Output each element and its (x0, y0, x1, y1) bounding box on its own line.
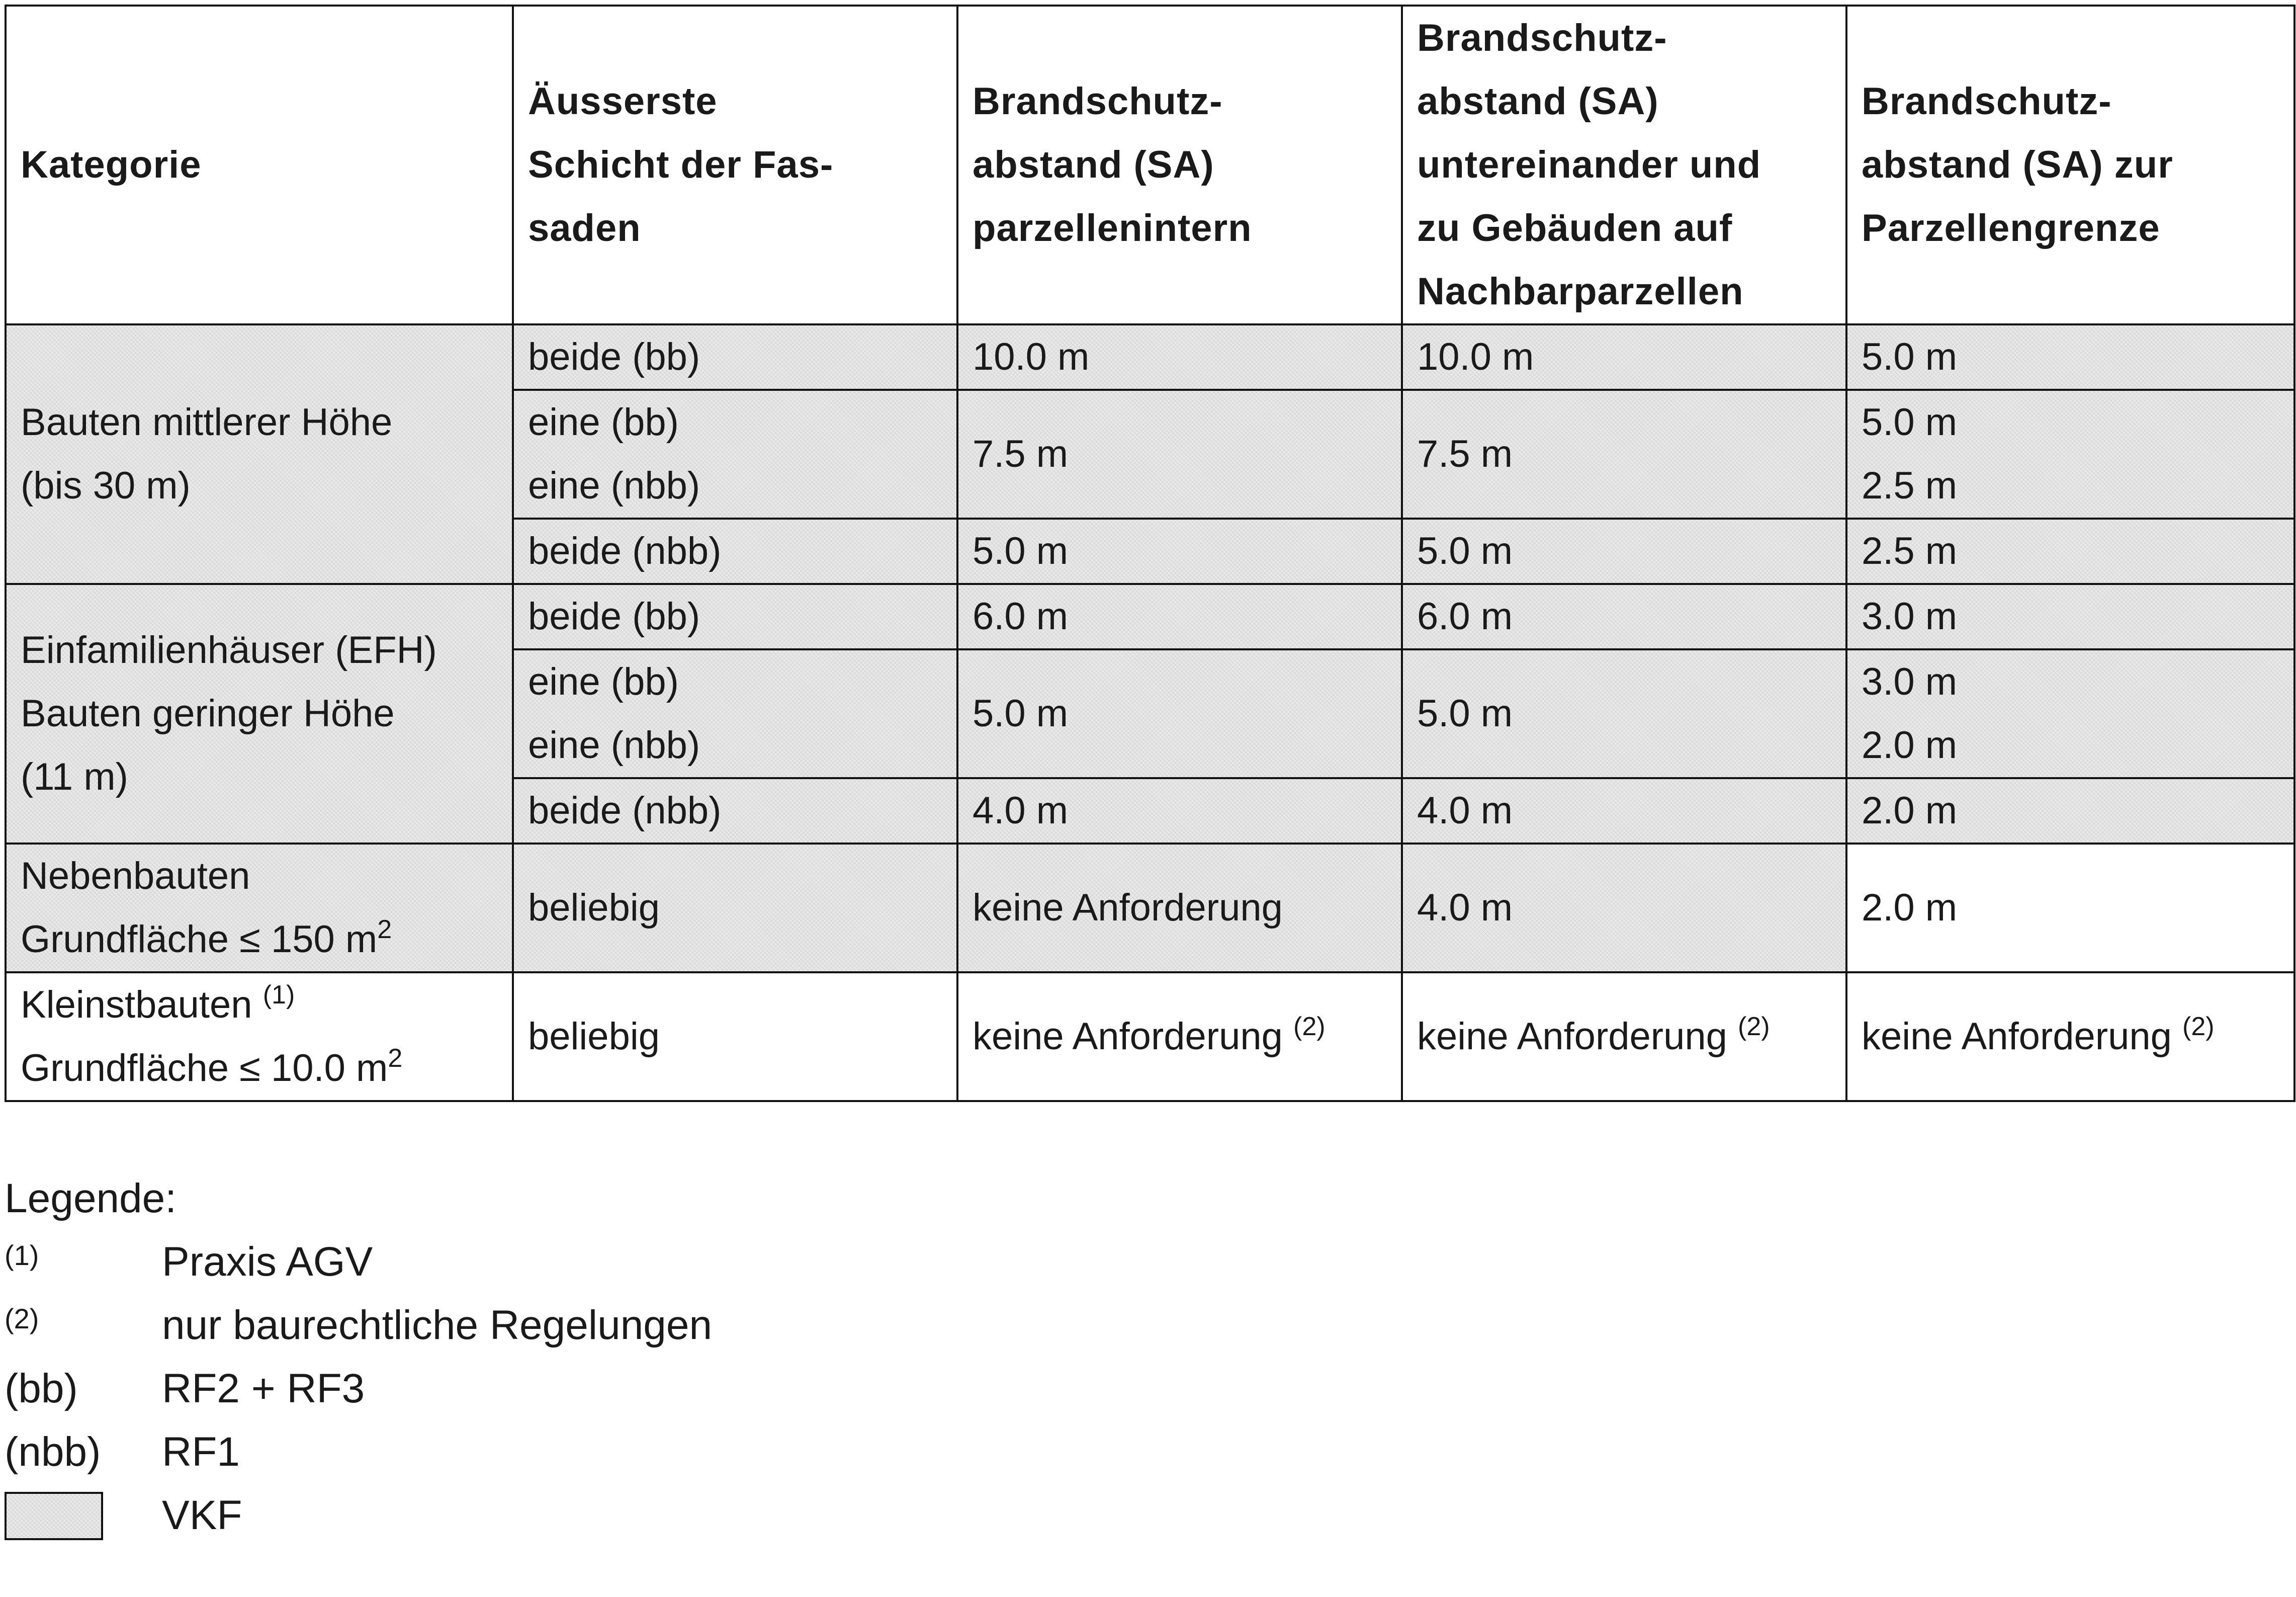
sa-grenze-cell: keine Anforderung $^{(2)}$ (1846, 972, 2294, 1101)
legend-item (5, 1484, 242, 1547)
sa-intern-cell: keine Anforderung $^{(2)}$ (957, 972, 1402, 1101)
legend-value: RF1 (162, 1429, 240, 1475)
sa-intern-cell: 7.5 m (957, 390, 1402, 519)
sa-nachbar-cell: 5.0 m (1402, 649, 1846, 778)
sa-nachbar-cell: 4.0 m (1402, 844, 1846, 972)
sa-nachbar-cell: 5.0 m (1402, 519, 1846, 584)
category-cell: Einfamilienhäuser (EFH) Bauten geringer Höhe (11 m) (6, 584, 513, 844)
sa-grenze-cell: 3.0 m (1846, 584, 2294, 649)
legend-value: Praxis AGV (162, 1239, 373, 1285)
legend (5, 1167, 713, 1547)
legend-value: RF2 + RF3 (162, 1366, 365, 1411)
legend-value: nur baurechtliche Regelungen (162, 1302, 713, 1348)
table-row (6, 584, 2294, 649)
sa-intern-cell: 5.0 m (957, 649, 1402, 778)
category-cell: Bauten mittlerer Höhe (bis 30 m) (6, 324, 513, 584)
header-kategorie: Kategorie (6, 6, 513, 324)
sa-grenze-cell: 2.0 m (1846, 778, 2294, 844)
sa-intern-cell: 10.0 m (957, 324, 1402, 390)
legend-key: (nbb) (5, 1429, 101, 1475)
header-sa-intern: Brandschutz- abstand (SA) parzellenintern (957, 6, 1402, 324)
sa-nachbar-cell: 10.0 m (1402, 324, 1846, 390)
sa-grenze-cell: 2.5 m (1846, 519, 2294, 584)
legend-item (5, 1357, 365, 1420)
sa-nachbar-cell: 6.0 m (1402, 584, 1846, 649)
sa-grenze-cell: 5.0 m 2.5 m (1846, 390, 2294, 519)
legend-item (5, 1294, 713, 1357)
header-row (6, 6, 2294, 324)
sa-grenze-cell: 5.0 m (1846, 324, 2294, 390)
table-row (6, 324, 2294, 390)
legend-item (5, 1420, 240, 1484)
sa-intern-cell: 6.0 m (957, 584, 1402, 649)
schicht-cell: beide (bb) (513, 324, 957, 390)
legend-item (5, 1230, 373, 1294)
sa-intern-cell: 4.0 m (957, 778, 1402, 844)
schicht-cell: beide (nbb) (513, 778, 957, 844)
legend-value: VKF (162, 1492, 242, 1538)
legend-title: Legende: (5, 1175, 177, 1221)
category-cell: Nebenbauten Grundfläche ≤ 150 $m^2$ (6, 844, 513, 972)
schicht-cell: eine (bb) eine (nbb) (513, 649, 957, 778)
header-sa-nachbar: Brandschutz- abstand (SA) untereinander und zu Gebäuden auf Nachbarparzellen (1402, 6, 1846, 324)
sa-intern-cell: keine Anforderung (957, 844, 1402, 972)
legend-swatch (5, 1492, 103, 1540)
table-row (6, 972, 2294, 1101)
sa-intern-cell: 5.0 m (957, 519, 1402, 584)
sa-grenze-cell: 3.0 m 2.0 m (1846, 649, 2294, 778)
legend-key: (bb) (5, 1366, 78, 1411)
schicht-cell: beide (nbb) (513, 519, 957, 584)
schicht-cell: beliebig (513, 844, 957, 972)
category-cell: Kleinstbauten $^{(1)}$ Grundfläche ≤ 10.0 $m^2$ (6, 972, 513, 1101)
legend-key: (2) (5, 1303, 39, 1334)
header-schicht: Äusserste Schicht der Fas- saden (513, 6, 957, 324)
legend-key: (1) (5, 1239, 39, 1271)
schicht-cell: eine (bb) eine (nbb) (513, 390, 957, 519)
sa-nachbar-cell: keine Anforderung $^{(2)}$ (1402, 972, 1846, 1101)
schicht-cell: beliebig (513, 972, 957, 1101)
fire-distance-table (5, 5, 2295, 1102)
sa-nachbar-cell: 7.5 m (1402, 390, 1846, 519)
sa-nachbar-cell: 4.0 m (1402, 778, 1846, 844)
schicht-cell: beide (bb) (513, 584, 957, 649)
header-sa-grenze: Brandschutz- abstand (SA) zur Parzellengrenze (1846, 6, 2294, 324)
sa-grenze-cell: 2.0 m (1846, 844, 2294, 972)
table-row (6, 844, 2294, 972)
